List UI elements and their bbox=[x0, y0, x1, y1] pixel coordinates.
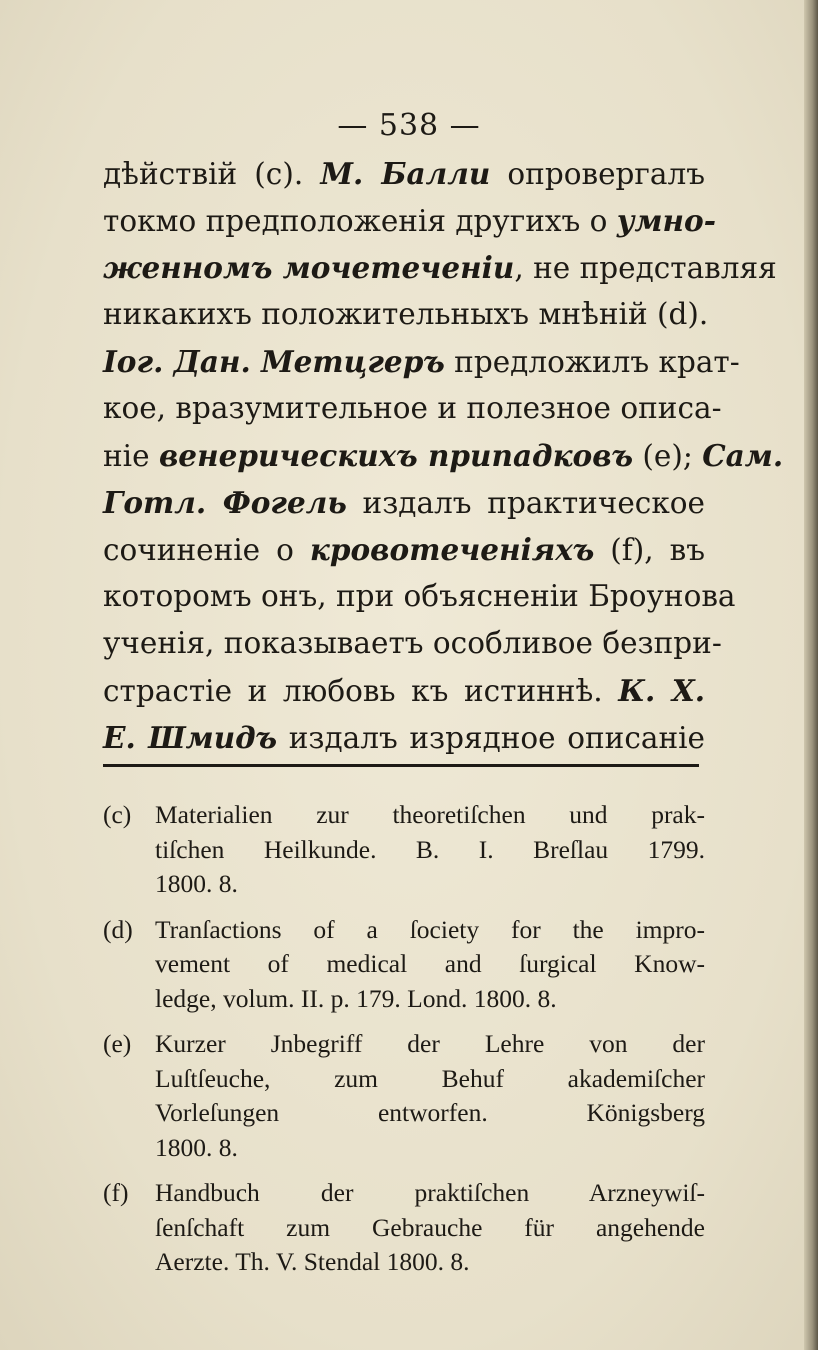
text-line bbox=[103, 573, 736, 620]
text-span: , не представляя bbox=[514, 251, 777, 285]
footnote-line bbox=[103, 867, 705, 902]
footnote bbox=[103, 798, 705, 902]
footnote-line bbox=[103, 1062, 705, 1097]
italic-name: М. Балли bbox=[320, 156, 491, 191]
footnote-line bbox=[103, 798, 705, 833]
text-span: кое, вразумительное и полезное описа- bbox=[103, 391, 722, 425]
text-line bbox=[103, 526, 705, 573]
text-span: ученія, показываетъ особливое безпри- bbox=[103, 626, 722, 660]
footnote-text: Kurzer Jnbegriff der Lehre von der bbox=[155, 1029, 705, 1058]
footnote-text: Vorleſungen entworfen. Königsberg bbox=[155, 1098, 705, 1127]
page-edge-shadow bbox=[804, 0, 818, 1350]
text-span: которомъ онъ, при объясненіи Броунова bbox=[103, 579, 736, 613]
italic-name: К. Х. bbox=[618, 673, 705, 708]
page-number: — 538 — bbox=[337, 108, 481, 143]
main-text bbox=[103, 150, 784, 761]
footnote-marker: (c) bbox=[103, 800, 132, 829]
footnote bbox=[103, 913, 705, 1017]
text-line bbox=[103, 620, 722, 667]
footnote-line bbox=[103, 1027, 705, 1062]
italic-name: женномъ мочетеченіи bbox=[103, 250, 515, 285]
footnote-line bbox=[103, 913, 705, 948]
footnote-line bbox=[103, 1096, 705, 1131]
text-line bbox=[103, 150, 705, 197]
text-line bbox=[103, 479, 705, 526]
footnote-text: Materialien zur theoretiſchen und prak- bbox=[155, 800, 705, 829]
text-line bbox=[103, 385, 722, 432]
footnote-text: Luſtſeuche, zum Behuf akademiſcher bbox=[155, 1063, 705, 1093]
text-line bbox=[103, 291, 709, 338]
text-span: сочиненіе о bbox=[103, 533, 310, 567]
text-span: ніе bbox=[103, 439, 159, 473]
text-span: токмо предположенія другихъ о bbox=[103, 204, 617, 238]
footnote-text: 1800. 8. bbox=[155, 869, 238, 898]
footnote-line bbox=[103, 1176, 705, 1211]
text-span: (e); bbox=[633, 439, 703, 473]
footnote-line bbox=[103, 1245, 705, 1280]
text-line bbox=[103, 432, 784, 479]
italic-name: Е. Шмидъ bbox=[103, 720, 278, 755]
text-span: опровергалъ bbox=[490, 157, 705, 191]
footnote-marker: (e) bbox=[103, 1029, 132, 1058]
text-line bbox=[103, 338, 740, 385]
footnote-line bbox=[103, 1211, 705, 1246]
footnote bbox=[103, 1176, 705, 1280]
footnote-line bbox=[103, 1131, 705, 1166]
text-span: никакихъ положительныхъ мнѣній (d). bbox=[103, 297, 709, 331]
footnote-line bbox=[103, 982, 705, 1017]
footnote-text: tiſchen Heilkunde. B. I. Breſlau 1799. bbox=[155, 834, 705, 864]
text-span: дѣйствій (c). bbox=[103, 157, 321, 191]
footnote-text: 1800. 8. bbox=[155, 1132, 238, 1162]
footnote-text: Aerzte. Th. V. Stendal 1800. 8. bbox=[155, 1247, 470, 1276]
footnote-text: vement of medical and ſurgical Know- bbox=[155, 949, 705, 978]
italic-name: венерическихъ припадковъ bbox=[158, 438, 634, 473]
text-line bbox=[103, 197, 716, 244]
italic-name: умно- bbox=[616, 203, 716, 238]
text-line bbox=[103, 667, 705, 714]
text-line bbox=[103, 714, 705, 761]
footnote-text: ledge, volum. II. p. 179. Lond. 1800. 8. bbox=[155, 983, 557, 1013]
italic-name: Іог. Дан. Метцгеръ bbox=[103, 344, 445, 379]
text-span: издалъ практическое bbox=[346, 486, 705, 520]
footnote-line bbox=[103, 947, 705, 982]
text-span: предложилъ крат- bbox=[444, 345, 740, 379]
text-span: (f), въ bbox=[594, 533, 705, 567]
footnotes bbox=[103, 798, 705, 1291]
text-span: издалъ изрядное описаніе bbox=[277, 721, 705, 755]
footnote-line bbox=[103, 833, 705, 868]
footnote-text: Tranſactions of a ſociety for the impro- bbox=[155, 914, 705, 944]
footnote-text: Handbuch der praktiſchen Arzneywiſ- bbox=[155, 1178, 705, 1207]
italic-name: Готл. Фогель bbox=[103, 485, 347, 520]
footnote-marker: (f) bbox=[103, 1178, 129, 1207]
footnote-text: ſenſchaft zum Gebrauche für angehende bbox=[155, 1212, 705, 1242]
text-line bbox=[103, 244, 777, 291]
footnote bbox=[103, 1027, 705, 1165]
text-span: страстіе и любовь къ истиннѣ. bbox=[103, 674, 619, 708]
footnote-rule bbox=[103, 764, 699, 767]
italic-name: Сам. bbox=[702, 438, 784, 473]
italic-name: кровотеченіяхъ bbox=[309, 532, 595, 567]
footnote-marker: (d) bbox=[103, 914, 133, 944]
